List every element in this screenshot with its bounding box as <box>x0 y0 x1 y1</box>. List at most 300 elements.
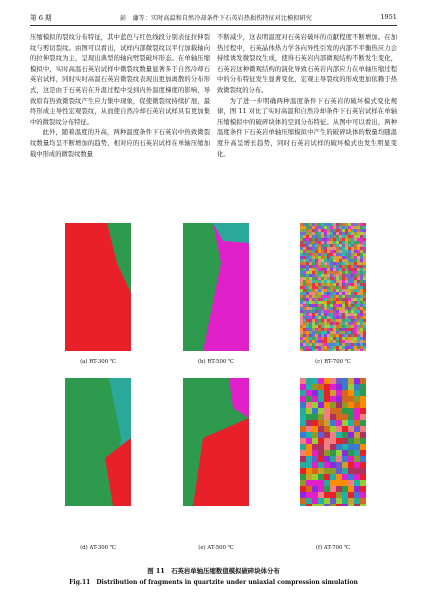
fragment-cell <box>327 334 330 337</box>
fragment-cell <box>342 328 345 331</box>
fragment-cell <box>300 319 303 322</box>
fragment-cell <box>324 256 327 259</box>
fragment-cell <box>354 468 360 474</box>
fragment-cell <box>345 319 348 322</box>
fragment-cell <box>363 292 366 295</box>
fragment-cell <box>330 247 333 250</box>
fragment-cell <box>339 232 342 235</box>
fragment-cell <box>336 349 339 351</box>
fragment-cell <box>348 492 354 498</box>
fragment-cell <box>306 223 309 226</box>
fragment-cell <box>306 396 312 402</box>
fragment-cell <box>312 432 318 438</box>
fragment-cell <box>354 462 360 468</box>
fragment-cell <box>351 328 354 331</box>
fragment-cell <box>300 310 303 313</box>
fragment-cell <box>318 265 321 268</box>
fragment-cell <box>324 295 327 298</box>
fragment-cell <box>327 301 330 304</box>
fragment-cell <box>324 504 330 506</box>
fragment-cell <box>363 304 366 307</box>
fragment-cell <box>342 271 345 274</box>
fragment-cell <box>300 313 303 316</box>
fragment-cell <box>333 247 336 250</box>
fragment-cell <box>300 504 306 506</box>
fragment-cell <box>327 304 330 307</box>
fragment-cell <box>357 322 360 325</box>
fragment-cell <box>309 232 312 235</box>
fragment-cell <box>336 298 339 301</box>
fragment-cell <box>315 313 318 316</box>
fragment-cell <box>333 286 336 289</box>
fragment-cell <box>309 247 312 250</box>
fragment-cell <box>348 226 351 229</box>
fragment-cell <box>351 271 354 274</box>
fragment-cell <box>327 337 330 340</box>
fragment-cell <box>321 313 324 316</box>
fragment-cell <box>312 304 315 307</box>
fragment-cell <box>339 277 342 280</box>
fragment-cell <box>333 259 336 262</box>
fragment-cell <box>348 444 354 450</box>
fragment-cell <box>357 337 360 340</box>
fragment-cell <box>339 262 342 265</box>
fragment-cell <box>318 340 321 343</box>
fragment-cell <box>306 504 312 506</box>
fragment-cell <box>321 238 324 241</box>
fragment-cell <box>333 292 336 295</box>
fragment-cell <box>351 310 354 313</box>
fragment-cell <box>333 340 336 343</box>
fragment-cell <box>303 349 306 351</box>
fragment-cell <box>300 256 303 259</box>
fragment-cell <box>306 331 309 334</box>
fragment-cell <box>324 432 330 438</box>
fragment-cell <box>345 340 348 343</box>
fragment-cell <box>351 223 354 226</box>
fragment-cell <box>306 334 309 337</box>
fragment-cell <box>336 229 339 232</box>
fragment-cell <box>309 337 312 340</box>
fragment-cell <box>357 334 360 337</box>
fragment-cell <box>333 334 336 337</box>
fragment-cell <box>315 259 318 262</box>
fragment-cell <box>303 334 306 337</box>
fragment-cell <box>318 307 321 310</box>
fragment-cell <box>363 334 366 337</box>
fragment-cell <box>303 289 306 292</box>
fragment-cell <box>318 298 321 301</box>
fragment-cell <box>342 486 348 492</box>
fragment-cell <box>303 256 306 259</box>
fragment-cell <box>300 325 303 328</box>
fragment-cell <box>354 307 357 310</box>
fragment-cell <box>342 426 348 432</box>
fragment-cell <box>345 223 348 226</box>
fragment-cell <box>342 265 345 268</box>
fragment-cell <box>354 456 360 462</box>
fragment-cell <box>354 334 357 337</box>
fragment-cell <box>336 265 339 268</box>
fragment-cell <box>330 316 333 319</box>
fragment-cell <box>348 268 351 271</box>
fragment-cell <box>354 444 360 450</box>
fragment-cell <box>348 250 351 253</box>
fragment-cell <box>324 498 330 504</box>
fragment-cell <box>360 319 363 322</box>
fragment-cell <box>318 268 321 271</box>
fragment-cell <box>345 310 348 313</box>
fragment-cell <box>342 378 348 384</box>
fragment-cell <box>348 390 354 396</box>
fragment-cell <box>300 259 303 262</box>
fragment-cell <box>300 444 306 450</box>
fragment-cell <box>345 328 348 331</box>
fragment-cell <box>306 340 309 343</box>
fragment-cell <box>339 307 342 310</box>
fragment-cell <box>360 256 363 259</box>
fragment-cell <box>348 498 354 504</box>
figure-caption-en: Fig.11 Distribution of fragments in quartzite under uniaxial compression simulation <box>69 579 358 586</box>
fragment-cell <box>300 390 306 396</box>
fragment-cell <box>306 480 312 486</box>
fragment-cell <box>309 325 312 328</box>
fragment-cell <box>324 334 327 337</box>
fragment-cell <box>306 268 309 271</box>
fragment-cell <box>354 232 357 235</box>
fragment-cell <box>354 226 357 229</box>
fragment-cell <box>342 307 345 310</box>
fragment-cell <box>354 474 360 480</box>
fragment-cell <box>321 340 324 343</box>
fragment-cell <box>354 280 357 283</box>
fragment-cell <box>309 319 312 322</box>
fragment-cell <box>360 304 363 307</box>
fragment-cell <box>312 504 318 506</box>
fragment-cell <box>309 274 312 277</box>
fragment-cell <box>312 286 315 289</box>
fragment-cell <box>354 292 357 295</box>
fragment-cell <box>330 241 333 244</box>
fragment-cell <box>315 349 318 351</box>
fragment-cell <box>333 328 336 331</box>
fragment-cell <box>324 331 327 334</box>
fragment-cell <box>327 289 330 292</box>
fragment-cell <box>339 223 342 226</box>
fragment-cell <box>348 450 354 456</box>
fragment-cell <box>330 244 333 247</box>
fragment-cell <box>303 343 306 346</box>
fragment-cell <box>342 414 348 420</box>
fragment-cell <box>333 280 336 283</box>
fragment-cell <box>351 274 354 277</box>
fragment-cell <box>324 277 327 280</box>
fragment-cell <box>360 259 363 262</box>
fragment-cell <box>306 262 309 265</box>
fragment-cell <box>339 316 342 319</box>
fragment-cell <box>306 384 312 390</box>
fragment-cell <box>327 313 330 316</box>
fragment-cell <box>336 307 339 310</box>
fragment-cell <box>354 346 357 349</box>
fragment-cell <box>348 343 351 346</box>
fragment-cell <box>330 280 333 283</box>
fragment-cell <box>351 244 354 247</box>
fragment-cell <box>315 346 318 349</box>
fragment-cell <box>309 307 312 310</box>
fragment-cell <box>348 259 351 262</box>
fragment-cell <box>318 346 321 349</box>
fragment-cell <box>324 328 327 331</box>
fragment-cell <box>303 232 306 235</box>
fragment-figure <box>28 223 400 565</box>
fragment-cell <box>348 289 351 292</box>
fragment-cell <box>309 298 312 301</box>
fragment-cell <box>309 226 312 229</box>
fragment-cell <box>360 241 363 244</box>
fragment-cell <box>327 271 330 274</box>
fragment-cell <box>348 349 351 351</box>
fragment-cell <box>303 313 306 316</box>
fragment-cell <box>333 289 336 292</box>
fragment-cell <box>312 232 315 235</box>
fragment-cell <box>306 432 312 438</box>
fragment-cell <box>300 232 303 235</box>
fragment-cell <box>360 244 363 247</box>
fragment-cell <box>312 319 315 322</box>
fragment-cell <box>315 304 318 307</box>
fragment-cell <box>312 247 315 250</box>
fragment-cell <box>312 226 315 229</box>
fragment-cell <box>348 384 354 390</box>
fragment-cell <box>342 343 345 346</box>
fragment-cell <box>312 262 315 265</box>
fragment-cell <box>318 304 321 307</box>
fragment-cell <box>303 325 306 328</box>
fragment-cell <box>324 390 330 396</box>
fragment-cell <box>312 277 315 280</box>
fragment-cell <box>333 253 336 256</box>
fragment-cell <box>324 384 330 390</box>
fragment-cell <box>300 480 306 486</box>
fragment-cell <box>348 486 354 492</box>
panel-label-d: (d) AT-300 ℃ <box>80 545 116 551</box>
fragment-cell <box>333 235 336 238</box>
fragment-cell <box>324 313 327 316</box>
fragment-cell <box>318 468 324 474</box>
fragment-cell <box>348 480 354 486</box>
fragment-cell <box>324 247 327 250</box>
fragment-cell <box>315 265 318 268</box>
panel-at500 <box>183 378 249 506</box>
fragment-cell <box>330 343 333 346</box>
fragment-cell <box>321 223 324 226</box>
fragment-cell <box>354 256 357 259</box>
fragment-cell <box>357 331 360 334</box>
fragment-cell <box>327 340 330 343</box>
fragment-cell <box>354 277 357 280</box>
fragment-cell <box>333 223 336 226</box>
fragment-cell <box>303 262 306 265</box>
fragment-cell <box>342 235 345 238</box>
fragment-cell <box>363 277 366 280</box>
fragment-cell <box>318 292 321 295</box>
fragment-cell <box>318 229 321 232</box>
fragment-cell <box>315 238 318 241</box>
fragment-cell <box>351 313 354 316</box>
fragment-cell <box>324 468 330 474</box>
fragment-cell <box>312 244 315 247</box>
fragment-cell <box>321 253 324 256</box>
fragment-cell <box>300 468 306 474</box>
fragment-cell <box>354 328 357 331</box>
fragment-cell <box>339 274 342 277</box>
fragment-cell <box>351 301 354 304</box>
fragment-cell <box>354 310 357 313</box>
fragment-cell <box>357 223 360 226</box>
fragment-cell <box>345 265 348 268</box>
header-rule <box>30 25 397 26</box>
right-paragraph-1: 不断减少，这表明温度对石英岩破坏的贡献程度不断增加。在加热过程中，石英晶体热力学各向异性引发的内部不平衡热应力会持续诱发微裂纹生成，使得石英岩内部微观结构不断发生变化，石英岩这种微观结构的演化导致石英岩内部应力在单轴压缩过程中的分布特征发生显著变化，宏观主导裂纹的形成更加依赖于热致微裂纹的分布。 <box>217 34 397 94</box>
fragment-cell <box>318 456 324 462</box>
fragment-cell <box>300 250 303 253</box>
fragment-cell <box>312 349 315 351</box>
fragment-cell <box>336 378 342 384</box>
fragment-cell <box>327 244 330 247</box>
fragment-cell <box>360 295 363 298</box>
fragment-cell <box>348 292 351 295</box>
fragment-cell <box>348 468 354 474</box>
fragment-cell <box>342 268 345 271</box>
fragment-cell <box>309 244 312 247</box>
fragment-cell <box>324 319 327 322</box>
fragment-cell <box>306 468 312 474</box>
fragment-cell <box>306 316 309 319</box>
fragment-cell <box>354 238 357 241</box>
fragment-cell <box>360 420 366 426</box>
fragment-cell <box>315 271 318 274</box>
fragment-cell <box>303 247 306 250</box>
fragment-cell <box>345 307 348 310</box>
fragment-cell <box>330 492 336 498</box>
fragment-cell <box>345 322 348 325</box>
fragment-cell <box>348 438 354 444</box>
fragment-cell <box>339 337 342 340</box>
fragment-cell <box>360 271 363 274</box>
fragment-cell <box>330 301 333 304</box>
fragment-cell <box>357 244 360 247</box>
fragment-cell <box>357 262 360 265</box>
fragment-cell <box>360 313 363 316</box>
fragment-cell <box>303 253 306 256</box>
fragment-cell <box>324 343 327 346</box>
fragment-cell <box>327 349 330 351</box>
fragment-cell <box>360 337 363 340</box>
fragment-cell <box>336 244 339 247</box>
fragment-cell <box>312 340 315 343</box>
fragment-cell <box>318 274 321 277</box>
fragment-cell <box>342 226 345 229</box>
fragment-cell <box>336 226 339 229</box>
fragment-cell <box>345 232 348 235</box>
fragment-cell <box>360 444 366 450</box>
fragment-cell <box>312 420 318 426</box>
fragment-cell <box>300 474 306 480</box>
fragment-cell <box>357 295 360 298</box>
fragment-cell <box>306 289 309 292</box>
fragment-cell <box>360 253 363 256</box>
fragment-cell <box>357 235 360 238</box>
fragment-cell <box>342 349 345 351</box>
fragment-cell <box>336 247 339 250</box>
fragment-cell <box>324 420 330 426</box>
fragment-cell <box>318 408 324 414</box>
fragment-cell <box>345 313 348 316</box>
fragment-cell <box>300 301 303 304</box>
fragment-cell <box>321 244 324 247</box>
fragment-cell <box>354 259 357 262</box>
fragment-cell <box>336 486 342 492</box>
fragment-cell <box>309 331 312 334</box>
fragment-cell <box>348 241 351 244</box>
fragment-cell <box>309 268 312 271</box>
fragment-cell <box>324 396 330 402</box>
fragment-cell <box>357 325 360 328</box>
fragment-cell <box>312 271 315 274</box>
fragment-cell <box>330 277 333 280</box>
fragment-cell <box>360 301 363 304</box>
fragment-cell <box>348 253 351 256</box>
fragment-cell <box>300 289 303 292</box>
fragment-cell <box>303 265 306 268</box>
fragment-cell <box>321 295 324 298</box>
fragment-cell <box>339 253 342 256</box>
fragment-cell <box>312 265 315 268</box>
fragment-cell <box>354 229 357 232</box>
fragment-cell <box>360 280 363 283</box>
fragment-cell <box>306 378 312 384</box>
fragment-cell <box>336 462 342 468</box>
fragment-cell <box>351 298 354 301</box>
fragment-cell <box>330 402 336 408</box>
fragment-cell <box>306 328 309 331</box>
fragment-cell <box>345 316 348 319</box>
fragment-cell <box>345 304 348 307</box>
fragment-cell <box>318 235 321 238</box>
fragment-cell <box>312 328 315 331</box>
fragment-cell <box>312 229 315 232</box>
fragment-cell <box>363 241 366 244</box>
fragment-cell <box>360 232 363 235</box>
fragment-cell <box>327 280 330 283</box>
fragment-cell <box>303 328 306 331</box>
fragment-cell <box>330 319 333 322</box>
fragment-cell <box>324 408 330 414</box>
left-paragraph-1: 压缩模拟的裂纹分布特征，其中蓝色与红色线段分别表征拉伸裂纹与剪切裂纹。由图可以看出，试样内部微裂纹以平行加载轴向的拉伸裂纹为主，呈现出典型的轴向劈裂破坏形态。在单轴压缩模拟中，实时高温石英岩试样中微裂纹数量显著多于自然冷却石英岩试样，同时实时高温石英岩微裂纹表现出更加离散的分布形式，这是由于石英岩在升温过程中受到内外温度梯度的影响，导致原有热致微裂纹产生应力集中现象，促使微裂纹持续扩展，最终形成主导性宏观裂纹，从而使自然冷却石英岩试样具有更加集中的微裂纹分布特征。 <box>30 34 210 126</box>
fragment-cell <box>309 241 312 244</box>
fragment-cell <box>300 226 303 229</box>
fragment-cell <box>303 223 306 226</box>
fragment-cell <box>303 277 306 280</box>
fragment-cell <box>318 396 324 402</box>
fragment-cell <box>336 271 339 274</box>
fragment-cell <box>345 253 348 256</box>
fragment-cell <box>327 283 330 286</box>
fragment-cell <box>324 402 330 408</box>
fragment-cell <box>351 250 354 253</box>
fragment-cell <box>327 343 330 346</box>
fragment-cell <box>318 262 321 265</box>
